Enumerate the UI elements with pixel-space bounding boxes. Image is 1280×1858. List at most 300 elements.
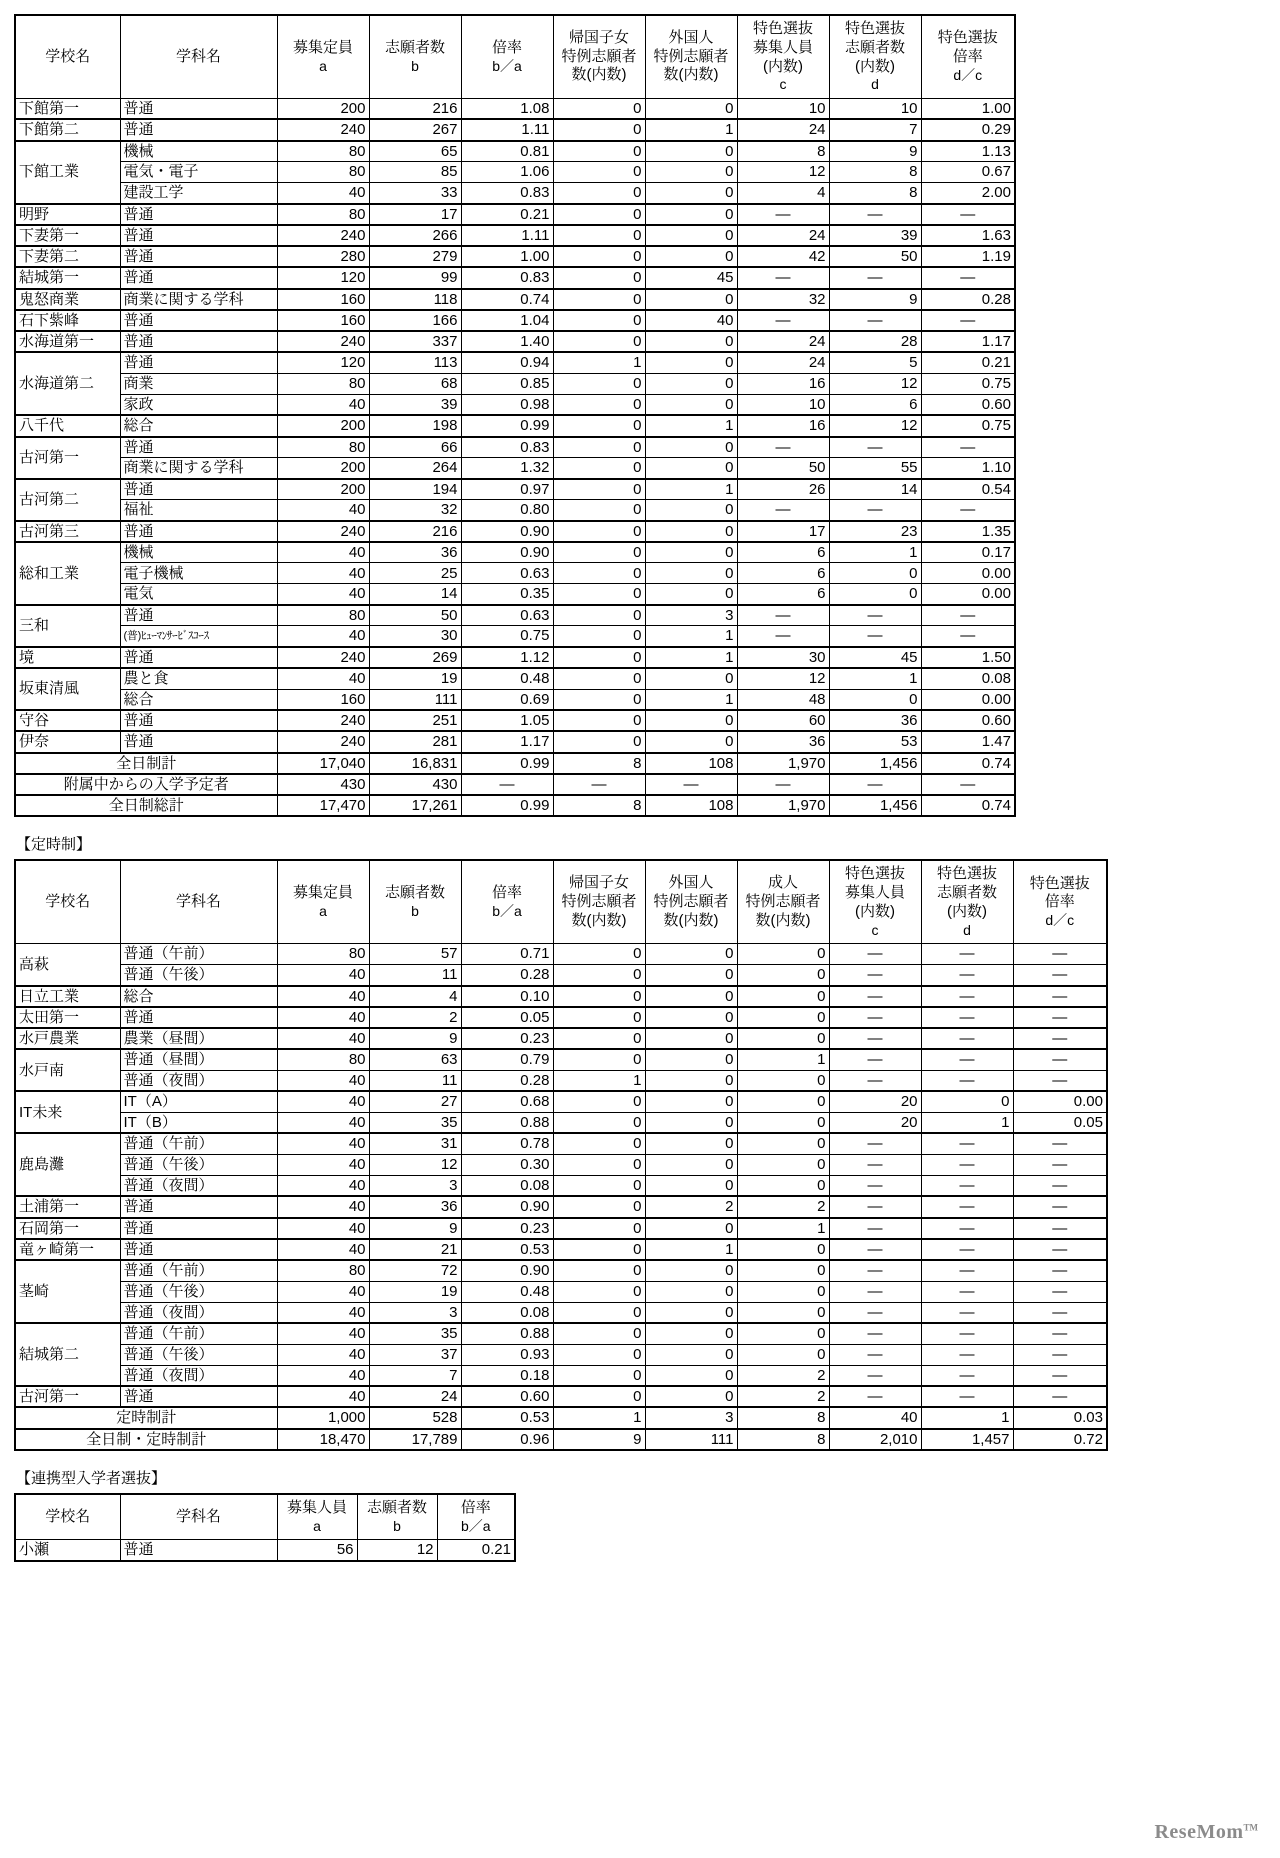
table-row [15,986,1107,1007]
cell-foreign: 0 [645,1007,737,1028]
cell-capacity: 40 [277,986,369,1007]
cell-returnee: 0 [553,500,645,521]
cell-foreign: 0 [645,394,737,415]
cell-rate: 0.21 [461,204,553,225]
cell-sa: — [921,1133,1013,1154]
col-header-returnee: 帰国子女 特例志願者 数(内数) [553,860,645,943]
cell-school-name: 境 [15,647,120,668]
cell-foreign: 0 [645,1175,737,1196]
cell-foreign: 0 [645,500,737,521]
cell-adult: 0 [737,1133,829,1154]
cell-sc: 20 [829,1091,921,1112]
cell-rate: 1.05 [461,710,553,731]
table-row [15,521,1015,542]
col-header-special-rate: 特色選抜 倍率 d／c [1013,860,1107,943]
cell-capacity: 80 [277,141,369,162]
cell-returnee: 0 [553,204,645,225]
cell-returnee: 0 [553,1196,645,1217]
cell-sa: 6 [829,394,921,415]
cell-sc: — [829,1302,921,1323]
cell-sr: 0.75 [921,415,1015,436]
cell-sa: 1 [829,542,921,563]
cell-rate: 0.10 [461,986,553,1007]
cell-capacity: 240 [277,710,369,731]
cell-sc: 8 [737,141,829,162]
cell-rate: 0.98 [461,394,553,415]
cell-capacity: 40 [277,1196,369,1217]
cell-returnee: 0 [553,225,645,246]
cell-rate: 0.99 [461,415,553,436]
cell-adult: 1 [737,1049,829,1070]
cell-school-name: 古河第一 [15,437,120,479]
table-row [15,331,1015,352]
cell-school-name: 八千代 [15,415,120,436]
cell-sr: 0.08 [921,668,1015,689]
cell-sr: 1.63 [921,225,1015,246]
table-row [15,1218,1107,1239]
cell-total-capacity: 18,470 [277,1429,369,1450]
table-row [15,584,1015,605]
table-row [15,1281,1107,1302]
col-header-adult: 成人 特例志願者 数(内数) [737,860,829,943]
cell-total-sa: — [829,774,921,795]
cell-school-name: 鬼怒商業 [15,289,120,310]
cell-applicants: 279 [369,246,461,267]
cell-foreign: 0 [645,204,737,225]
cell-foreign: 1 [645,479,737,500]
cell-foreign: 0 [645,1049,737,1070]
cell-returnee: 0 [553,267,645,288]
cell-sa: 0 [829,563,921,584]
cell-total-sc: 40 [829,1407,921,1428]
table-row [15,183,1015,204]
cell-foreign: 0 [645,1218,737,1239]
cell-sc: 24 [737,225,829,246]
cell-capacity: 160 [277,689,369,710]
cell-adult: 0 [737,986,829,1007]
cell-sr: — [1013,1281,1107,1302]
cell-applicants: 337 [369,331,461,352]
col-header-special-capacity: 特色選抜 募集人員 (内数) c [737,15,829,98]
cell-total-returnee: 8 [553,753,645,774]
cell-capacity: 200 [277,415,369,436]
cell-sc: 16 [737,373,829,394]
cell-sa: 5 [829,352,921,373]
cell-total-applicants: 17,789 [369,1429,461,1450]
cell-applicants: 2 [369,1007,461,1028]
cell-foreign: 1 [645,415,737,436]
cell-sa: 50 [829,246,921,267]
col-header-capacity-sub: a [319,57,327,74]
cell-applicants: 66 [369,437,461,458]
cell-adult: 0 [737,1070,829,1091]
cell-returnee: 0 [553,965,645,986]
cell-sc: — [737,310,829,331]
cell-total-label: 全日制・定時制計 [15,1429,277,1450]
cell-rate: 0.74 [461,289,553,310]
cell-capacity: 80 [277,204,369,225]
cell-applicants: 3 [369,1302,461,1323]
cell-capacity: 40 [277,668,369,689]
cell-total-foreign: 108 [645,795,737,816]
cell-applicants: 50 [369,605,461,626]
col-header-rate: 倍率 b／a [437,1494,515,1540]
table-row [15,352,1015,373]
cell-sa: 0 [921,1091,1013,1112]
cell-adult: 0 [737,1239,829,1260]
cell-applicants: 166 [369,310,461,331]
cell-applicants: 264 [369,458,461,479]
cell-sr: — [1013,1323,1107,1344]
cell-sr: — [1013,1239,1107,1260]
table-row [15,1070,1107,1091]
cell-adult: 0 [737,1260,829,1281]
cell-applicants: 267 [369,119,461,140]
cell-school-name: 坂東清風 [15,668,120,710]
table-row [15,479,1015,500]
col-header-foreign: 外国人 特例志願者 数(内数) [645,860,737,943]
table-row [15,162,1015,183]
cell-capacity: 80 [277,1260,369,1281]
cell-foreign: 0 [645,1070,737,1091]
cell-applicants: 111 [369,689,461,710]
cell-returnee: 0 [553,479,645,500]
cell-school-name: 鹿島灘 [15,1133,120,1196]
table-row [15,605,1015,626]
table-row [15,542,1015,563]
col-header-capacity: 募集人員 a [277,1494,357,1540]
cell-course-name: 普通 [120,225,277,246]
cell-foreign: 0 [645,225,737,246]
cell-capacity: 160 [277,310,369,331]
cell-total-rate: 0.96 [461,1429,553,1450]
cell-returnee: 0 [553,1365,645,1386]
cell-sr: 1.17 [921,331,1015,352]
cell-course-name: 普通 [120,267,277,288]
cell-foreign: 0 [645,352,737,373]
cell-total-sc: — [737,774,829,795]
cell-returnee: 0 [553,1302,645,1323]
cell-returnee: 0 [553,1133,645,1154]
cell-returnee: 0 [553,437,645,458]
cell-foreign: 0 [645,162,737,183]
cell-course-name: 普通（午後） [120,1281,277,1302]
cell-adult: 0 [737,1344,829,1365]
cell-returnee: 0 [553,1281,645,1302]
cell-returnee: 0 [553,944,645,965]
cell-course-name: 普通（午前） [120,1323,277,1344]
cell-sc: 26 [737,479,829,500]
col-header-rate-sub: b／a [492,57,522,74]
cell-foreign: 0 [645,246,737,267]
cell-course-name: 総合 [120,689,277,710]
cell-total-rate: 0.99 [461,795,553,816]
cell-sr: — [1013,1260,1107,1281]
cell-capacity: 40 [277,563,369,584]
cell-rate: 1.11 [461,225,553,246]
cell-sa: 1 [829,668,921,689]
watermark-text: ReseMom [1154,1821,1244,1843]
cell-sr: — [1013,1218,1107,1239]
cell-applicants: 68 [369,373,461,394]
cell-total-capacity: 430 [277,774,369,795]
cell-capacity: 40 [277,1112,369,1133]
cell-total-sa: 1,456 [829,753,921,774]
cell-total-foreign: 108 [645,753,737,774]
cell-returnee: 0 [553,1344,645,1365]
cell-returnee: 0 [553,1218,645,1239]
cell-adult: 0 [737,1112,829,1133]
cell-rate: 0.08 [461,1302,553,1323]
table-row [15,500,1015,521]
cell-rate: 0.94 [461,352,553,373]
cell-returnee: 0 [553,183,645,204]
cell-returnee: 0 [553,310,645,331]
cell-sa: — [921,1028,1013,1049]
table-row [15,1365,1107,1386]
cell-total-returnee: 8 [553,795,645,816]
cell-foreign: 0 [645,584,737,605]
table-row [15,1540,515,1561]
cell-capacity: 40 [277,1365,369,1386]
cell-school-name: 石下紫峰 [15,310,120,331]
cell-sr: — [1013,1070,1107,1091]
table-row [15,731,1015,752]
cell-total-sr: 0.03 [1013,1407,1107,1428]
cell-rate: 0.53 [461,1239,553,1260]
cell-returnee: 0 [553,689,645,710]
cell-sa: — [921,986,1013,1007]
cell-sa: — [921,1154,1013,1175]
cell-rate: 0.48 [461,668,553,689]
cell-adult: 1 [737,1218,829,1239]
cell-total-sc: 1,970 [737,795,829,816]
cell-school-name: 総和工業 [15,542,120,605]
cell-school-name: 茎崎 [15,1260,120,1323]
cell-total-returnee: — [553,774,645,795]
cell-total-label: 全日制計 [15,753,277,774]
cell-sr: 1.00 [921,98,1015,119]
cell-rate: 0.90 [461,1260,553,1281]
cell-sr: 0.00 [921,563,1015,584]
cell-foreign: 0 [645,1323,737,1344]
cell-total-rate: 0.99 [461,753,553,774]
cell-rate: 0.68 [461,1091,553,1112]
cell-school-name: 水海道第二 [15,352,120,415]
table-row [15,1260,1107,1281]
cell-sr: 1.35 [921,521,1015,542]
cell-applicants: 30 [369,626,461,647]
cell-applicants: 7 [369,1365,461,1386]
cell-foreign: 0 [645,521,737,542]
cell-foreign: 3 [645,605,737,626]
cell-capacity: 40 [277,626,369,647]
cell-applicants: 31 [369,1133,461,1154]
parttime-table-body [15,944,1107,1450]
table-row [15,1133,1107,1154]
cell-applicants: 12 [357,1540,437,1561]
cell-sr: 0.00 [1013,1091,1107,1112]
cell-sc: — [829,1281,921,1302]
cell-course-name: 普通 [120,1540,277,1561]
cell-course-name: 農業（昼間） [120,1028,277,1049]
cell-applicants: 25 [369,563,461,584]
table-row [15,98,1015,119]
cell-rate: 0.28 [461,1070,553,1091]
col-header-school: 学校名 [15,15,120,98]
cell-sc: 50 [737,458,829,479]
cell-capacity: 40 [277,965,369,986]
cell-school-name: 竜ヶ崎第一 [15,1239,120,1260]
cell-returnee: 0 [553,141,645,162]
col-header-returnee: 帰国子女 特例志願者 数(内数) [553,15,645,98]
cell-sr: — [1013,986,1107,1007]
col-header-foreign: 外国人 特例志願者 数(内数) [645,15,737,98]
cell-capacity: 240 [277,225,369,246]
cell-capacity: 40 [277,1175,369,1196]
cell-sc: 10 [737,98,829,119]
cell-foreign: 0 [645,458,737,479]
cell-applicants: 19 [369,1281,461,1302]
table-row [15,965,1107,986]
cell-rate: 0.88 [461,1112,553,1133]
cell-adult: 0 [737,1281,829,1302]
table-row [15,394,1015,415]
cell-rate: 0.23 [461,1218,553,1239]
cell-course-name: 電気・電子 [120,162,277,183]
cell-capacity: 40 [277,1239,369,1260]
cell-sc: 12 [737,162,829,183]
cell-sr: — [1013,1049,1107,1070]
cell-school-name: 下館工業 [15,141,120,204]
cell-returnee: 0 [553,1007,645,1028]
cell-sr: 1.19 [921,246,1015,267]
cell-applicants: 3 [369,1175,461,1196]
cell-applicants: 194 [369,479,461,500]
cell-total-sa: 1 [921,1407,1013,1428]
cell-sa: — [921,1070,1013,1091]
cell-course-name: 普通（午後） [120,1154,277,1175]
cell-sc: — [829,1196,921,1217]
cell-total-foreign: 3 [645,1407,737,1428]
cell-sc: — [737,605,829,626]
cell-capacity: 280 [277,246,369,267]
cell-returnee: 0 [553,1323,645,1344]
cell-course-name: 普通 [120,98,277,119]
cell-foreign: 1 [645,689,737,710]
cell-applicants: 12 [369,1154,461,1175]
cell-applicants: 113 [369,352,461,373]
table-row [15,204,1015,225]
cell-sc: — [829,1028,921,1049]
cell-course-name: 総合 [120,415,277,436]
table-row [15,415,1015,436]
cell-sa: — [921,1218,1013,1239]
cell-sr: — [921,437,1015,458]
cell-capacity: 40 [277,1133,369,1154]
cell-sc: 12 [737,668,829,689]
cell-sc: — [829,1218,921,1239]
cell-capacity: 80 [277,1049,369,1070]
cell-rate: 0.90 [461,521,553,542]
table-row [15,289,1015,310]
cell-sr: — [921,204,1015,225]
table-total-row [15,795,1015,816]
cell-school-name: 下館第二 [15,119,120,140]
cell-sc: 24 [737,331,829,352]
cell-total-sr: — [921,774,1015,795]
cell-sr: — [921,267,1015,288]
cell-sr: 0.17 [921,542,1015,563]
cell-sr: — [1013,965,1107,986]
cell-foreign: 0 [645,183,737,204]
fulltime-table-header [15,15,1015,98]
cell-applicants: 269 [369,647,461,668]
cell-school-name: 水海道第一 [15,331,120,352]
cell-sc: — [829,1386,921,1407]
cell-applicants: 35 [369,1112,461,1133]
cell-course-name: 普通（午後） [120,965,277,986]
cell-applicants: 19 [369,668,461,689]
cell-rate: 0.30 [461,1154,553,1175]
table-row [15,458,1015,479]
cell-rate: 0.21 [437,1540,515,1561]
col-header-course: 学科名 [120,860,277,943]
cell-course-name: 普通 [120,731,277,752]
cell-applicants: 32 [369,500,461,521]
cell-sr: 0.00 [921,689,1015,710]
cell-sa: 9 [829,141,921,162]
cell-capacity: 40 [277,1323,369,1344]
cell-applicants: 281 [369,731,461,752]
cell-sc: — [737,500,829,521]
cell-course-name: 普通（昼間） [120,1049,277,1070]
cell-school-name: 石岡第一 [15,1218,120,1239]
resemom-watermark [1154,1821,1258,1844]
col-header-applicants: 志願者数 b [369,860,461,943]
cell-total-applicants: 16,831 [369,753,461,774]
table-row [15,1154,1107,1175]
cell-returnee: 0 [553,1049,645,1070]
cell-foreign: 0 [645,944,737,965]
cell-foreign: 0 [645,437,737,458]
cell-sr: — [1013,1133,1107,1154]
cell-school-name: 太田第一 [15,1007,120,1028]
cell-foreign: 0 [645,986,737,1007]
cell-capacity: 80 [277,605,369,626]
cell-sr: 1.50 [921,647,1015,668]
cell-sr: — [921,310,1015,331]
cell-returnee: 0 [553,289,645,310]
cell-applicants: 72 [369,1260,461,1281]
col-header-special-capacity: 特色選抜 募集人員 (内数) c [829,860,921,943]
cell-sa: — [921,1260,1013,1281]
table-total-row [15,753,1015,774]
col-header-course: 学科名 [120,15,277,98]
parttime-table-header [15,860,1107,943]
cell-sc: 17 [737,521,829,542]
cell-adult: 0 [737,1007,829,1028]
cell-total-label: 附属中からの入学予定者 [15,774,277,795]
cell-sr: 0.21 [921,352,1015,373]
cell-capacity: 40 [277,1386,369,1407]
cell-total-label: 定時制計 [15,1407,277,1428]
cell-sc: — [829,1175,921,1196]
cell-returnee: 0 [553,1239,645,1260]
cell-course-name: 普通（午後） [120,1344,277,1365]
cell-returnee: 0 [553,1386,645,1407]
cell-school-name: 古河第一 [15,1386,120,1407]
